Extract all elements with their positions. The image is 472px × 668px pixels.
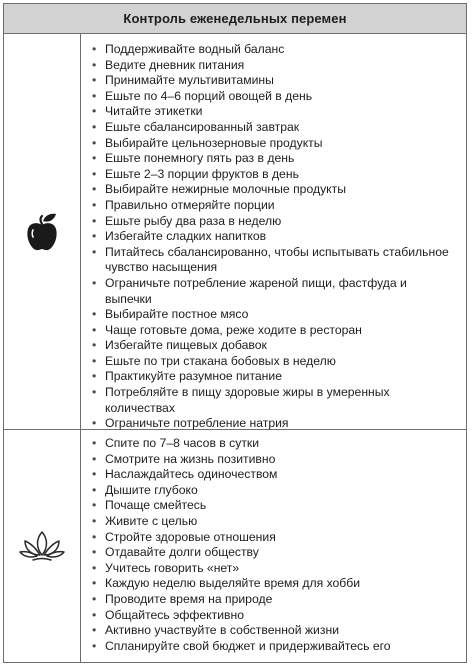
list-item: • Дышите глубоко xyxy=(89,483,456,499)
apple-icon xyxy=(25,212,59,252)
list-item: • Ешьте сбалансированный завтрак xyxy=(89,120,456,136)
list-item: • Общайтесь эффективно xyxy=(89,608,456,624)
list-item: • Выбирайте постное мясо xyxy=(89,307,456,323)
list-item: • Стройте здоровые отношения xyxy=(89,530,456,546)
list-item: • Живите с целью xyxy=(89,514,456,530)
nutrition-icon-cell xyxy=(4,34,81,429)
list-item: • Правильно отмеряйте порции xyxy=(89,198,456,214)
list-item: • Читайте этикетки xyxy=(89,104,456,120)
list-item: • Активно участвуйте в собственной жизни xyxy=(89,623,456,639)
list-item: • Избегайте сладких напитков xyxy=(89,229,456,245)
list-item: • Питайтесь сбалансированно, чтобы испытывать стабильное чувство насыщения xyxy=(89,245,456,276)
weekly-changes-table xyxy=(3,3,467,663)
list-item: • Чаще готовьте дома, реже ходите в ресторан xyxy=(89,323,456,339)
list-item: • Ешьте рыбу два раза в неделю xyxy=(89,214,456,230)
list-item: • Каждую неделю выделяйте время для хобби xyxy=(89,576,456,592)
nutrition-section xyxy=(4,34,466,430)
lifestyle-list-cell xyxy=(81,430,466,662)
lifestyle-icon-cell xyxy=(4,430,81,662)
list-item: • Ограничьте потребление натрия xyxy=(89,416,456,432)
list-item: • Смотрите на жизнь позитивно xyxy=(89,452,456,468)
list-item: • Принимайте мультивитамины xyxy=(89,73,456,89)
table-title: Контроль еженедельных перемен xyxy=(4,4,466,34)
list-item: • Ешьте 2–3 порции фруктов в день xyxy=(89,167,456,183)
list-item: • Почаще смейтесь xyxy=(89,498,456,514)
lifestyle-list xyxy=(89,436,456,654)
list-item: • Ешьте по три стакана бобовых в неделю xyxy=(89,354,456,370)
list-item: • Выбирайте цельнозерновые продукты xyxy=(89,136,456,152)
nutrition-list xyxy=(89,42,456,432)
list-item: • Спите по 7–8 часов в сутки xyxy=(89,436,456,452)
list-item: • Ешьте по 4–6 порций овощей в день xyxy=(89,89,456,105)
list-item: • Ведите дневник питания xyxy=(89,58,456,74)
list-item: • Выбирайте нежирные молочные продукты xyxy=(89,182,456,198)
list-item: • Избегайте пищевых добавок xyxy=(89,338,456,354)
lifestyle-section xyxy=(4,430,466,662)
list-item: • Потребляйте в пищу здоровые жиры в умеренных количествах xyxy=(89,385,456,416)
lotus-icon xyxy=(19,530,65,562)
list-item: • Поддерживайте водный баланс xyxy=(89,42,456,58)
list-item: • Учитесь говорить «нет» xyxy=(89,561,456,577)
list-item: • Отдавайте долги обществу xyxy=(89,545,456,561)
list-item: • Проводите время на природе xyxy=(89,592,456,608)
list-item: • Ешьте понемногу пять раз в день xyxy=(89,151,456,167)
list-item: • Наслаждайтесь одиночеством xyxy=(89,467,456,483)
list-item: • Практикуйте разумное питание xyxy=(89,369,456,385)
nutrition-list-cell xyxy=(81,34,466,429)
list-item: • Спланируйте свой бюджет и придерживайтесь его xyxy=(89,639,456,655)
list-item: • Ограничьте потребление жареной пищи, фастфуда и выпечки xyxy=(89,276,456,307)
